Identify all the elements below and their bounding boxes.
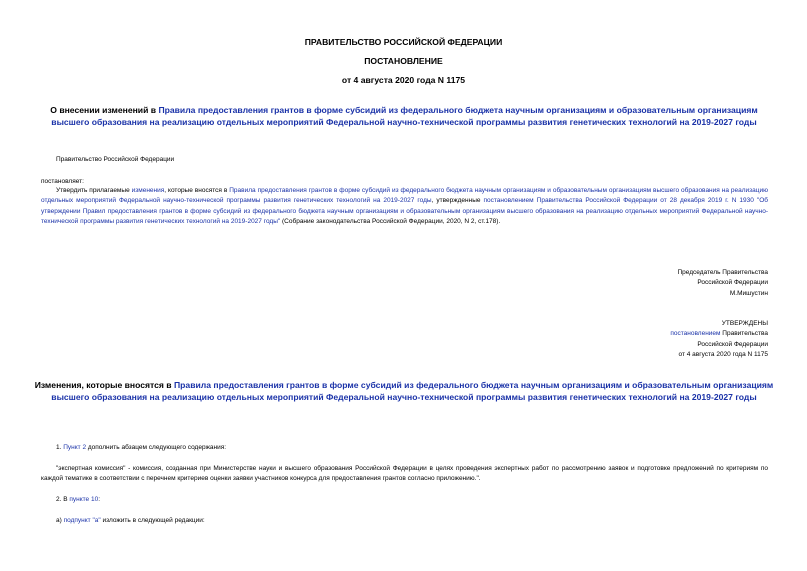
approval-country: Российской Федерации	[697, 340, 768, 348]
item-2a-subpoint-link[interactable]: подпункт "а"	[63, 517, 101, 524]
p1-text-a: Утвердить прилагаемые	[56, 187, 132, 194]
approval-resolution-line	[518, 329, 768, 339]
p1-text-c: , утвержденные	[431, 197, 484, 205]
item-1-point-link[interactable]: Пункт 2	[63, 444, 87, 451]
item-2	[56, 495, 100, 505]
title-prefix: О внесении изменений в	[50, 105, 159, 115]
changes-title-prefix: Изменения, которые вносятся в	[34, 380, 174, 390]
approval-approved: УТВЕРЖДЕНЫ	[721, 320, 768, 327]
p1-text-d: (Собрание законодательства Российской Федерации, 2020, N 2, ст.178).	[280, 218, 501, 226]
changes-title	[32, 380, 776, 403]
item-2a-prefix: а)	[56, 517, 64, 524]
title-rules-link[interactable]: Правила предоставления грантов в форме субсидий из федерального бюджета научным организациям и образовательным организациям высшего образования на реализацию отдельных мероприятий Федеральной научно-технической программы развития генетических технологий на 2019-2027 годы	[51, 105, 758, 127]
item-1-text: дополнить абзацем следующего содержания:	[86, 444, 227, 451]
item-2-number: 2. В	[56, 496, 70, 503]
item-2-point-link[interactable]: пункте 10	[69, 496, 99, 503]
approval-suffix: Правительства	[720, 330, 768, 338]
resolves-text: постановляет:	[41, 178, 84, 185]
item-2a	[56, 516, 205, 526]
government-text: Правительство Российской Федерации	[56, 156, 175, 163]
signature-country: Российской Федерации	[697, 279, 768, 287]
item-2a-text: изложить в следующей редакции:	[100, 517, 205, 524]
signature-block	[518, 268, 768, 299]
definition-quote: "экспертная комиссия" - комиссия, созданная при Министерстве науки и высшего образования Российской Федерации в целях проведения экспертных работ по рассмотрению заявок и подготовке предложений по критериям по каждой тематике в соответствии с перечнем критериев оценки заявки участников конкурса для предоставления грантов согласно приложению.".	[41, 465, 768, 483]
date-number-heading: от 4 августа 2020 года N 1175	[341, 75, 466, 85]
signature-position: Председатель Правительства	[677, 269, 768, 276]
approval-date: от 4 августа 2020 года N 1175	[678, 351, 768, 359]
item-1-number: 1.	[56, 444, 64, 451]
item-2-text: :	[98, 496, 101, 503]
rules-link[interactable]: Правила предоставления грантов в форме субсидий из федерального бюджета научным организациям и образовательным организациям высшего образования на реализацию отдельных мероприятий Федеральной научно-технической программы развития генетических технологий на 2019-2027 годы	[41, 187, 768, 205]
approval-resolution-link[interactable]: постановлением	[670, 330, 721, 338]
changes-link[interactable]: изменения	[131, 187, 165, 194]
p1-text-b: , которые вносятся в	[164, 187, 230, 194]
approval-block	[518, 319, 768, 361]
resolution-1930-link[interactable]: постановлением Правительства Российской Федерации от 28 декабря 2019 г. N 1930 "Об утверждении Правил предоставления грантов в форме субсидий из федерального бюджета научным организациям и образовательным организациям высшего образования на реализацию отдельных мероприятий Федеральной научно-технической программы развития генетических технологий на 2019-2027 годы"	[41, 197, 768, 226]
document-title	[32, 105, 776, 128]
org-heading: ПРАВИТЕЛЬСТВО РОССИЙСКОЙ ФЕДЕРАЦИИ	[304, 37, 503, 47]
item-1	[56, 443, 226, 453]
changes-title-rules-link[interactable]: Правила предоставления грантов в форме субсидий из федерального бюджета научным организациям и образовательным организациям высшего образования на реализацию отдельных мероприятий Федеральной научно-технической программы развития генетических технологий на 2019-2027 годы	[51, 380, 774, 402]
signature-name: М.Мишустин	[729, 289, 768, 297]
resolution-paragraph	[41, 186, 768, 228]
doc-type-heading: ПОСТАНОВЛЕНИЕ	[364, 56, 443, 66]
